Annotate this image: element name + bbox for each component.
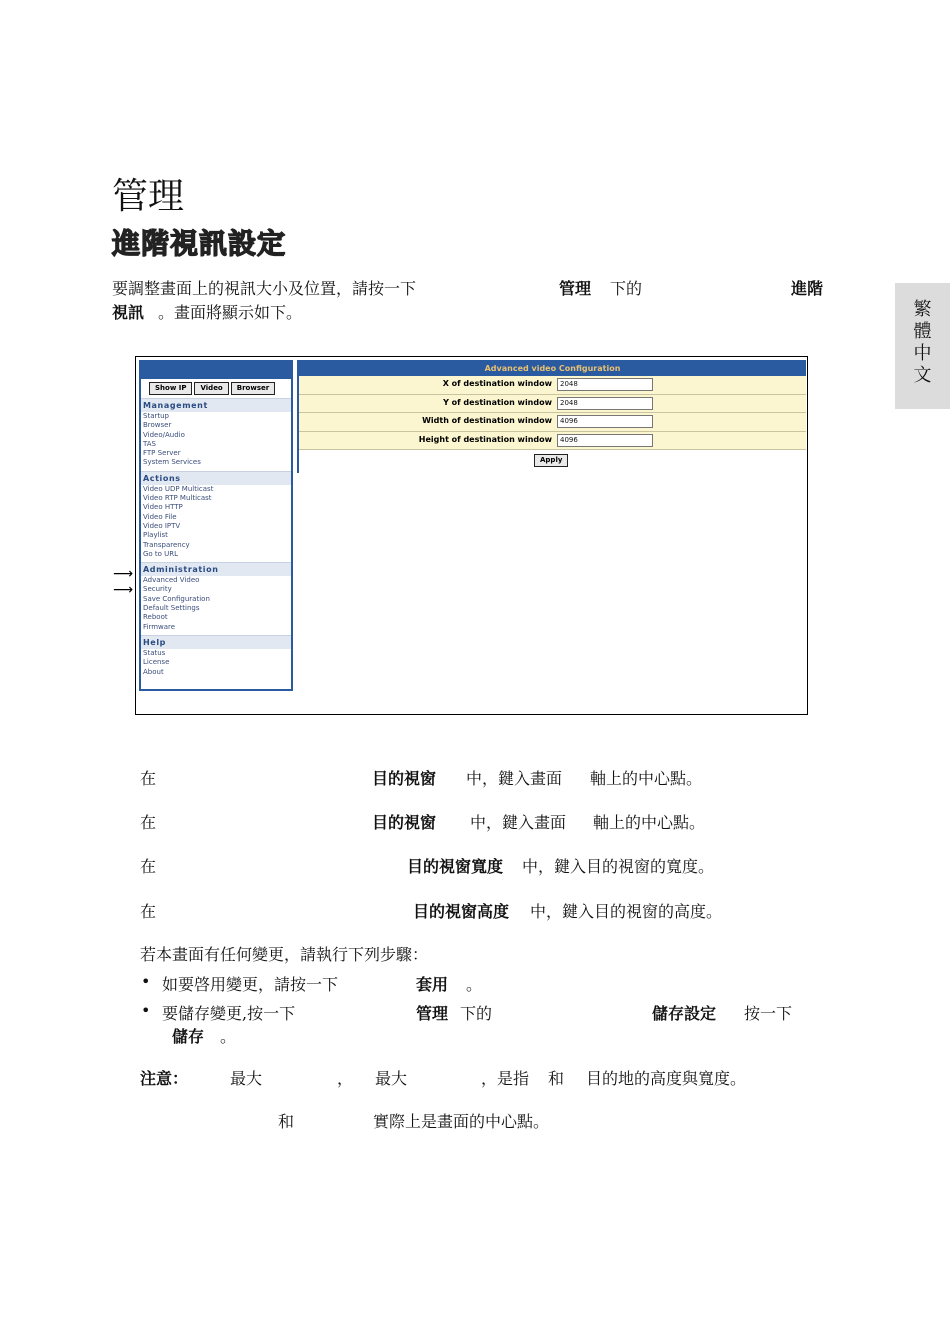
menu-item-advanced-video[interactable]: Advanced Video bbox=[143, 576, 200, 585]
note2-text-2: 實際上是畫面的中心點。 bbox=[373, 1112, 550, 1131]
intro-bold-advanced: 進階 bbox=[791, 279, 824, 298]
language-tab-text: 繁 體 中 文 bbox=[913, 299, 932, 386]
section-help: Help bbox=[141, 635, 291, 649]
step-3-bold: 目的視窗寬度 bbox=[407, 857, 504, 876]
video-button[interactable]: Video bbox=[194, 382, 228, 395]
menu-item-status[interactable]: Status bbox=[143, 648, 166, 657]
bullet-1-end: 。 bbox=[466, 975, 483, 994]
width-destination-input[interactable]: 4096 bbox=[557, 415, 653, 428]
menu-item-video-http[interactable]: Video HTTP bbox=[143, 503, 183, 512]
browser-button[interactable]: Browser bbox=[231, 382, 275, 395]
intro-text-1: 要調整畫面上的視訊大小及位置，請按一下 bbox=[112, 279, 417, 298]
step-1-text: 在 bbox=[140, 769, 157, 788]
language-tab bbox=[895, 283, 950, 409]
step-3-text-2: 中，鍵入目的視窗的寬度。 bbox=[522, 857, 715, 876]
menu-item-video-file[interactable]: Video File bbox=[143, 512, 177, 521]
field-row-width bbox=[299, 413, 806, 432]
show-ip-button[interactable]: Show IP bbox=[149, 382, 192, 395]
panel-title: Advanced video Configuration bbox=[299, 362, 806, 376]
menu-item-about[interactable]: About bbox=[143, 667, 164, 676]
field-row-x bbox=[299, 376, 806, 395]
intro-text-2: 下的 bbox=[610, 279, 643, 298]
bullet-icon: • bbox=[141, 1001, 151, 1020]
menu-item-video-rtp-multicast[interactable]: Video RTP Multicast bbox=[143, 494, 212, 503]
section-management: Management bbox=[141, 398, 291, 412]
sidebar-header-bar bbox=[141, 362, 291, 379]
page-title: 管理 bbox=[112, 176, 185, 217]
bullet-2-bold-save-settings: 儲存設定 bbox=[652, 1004, 717, 1023]
x-destination-input[interactable]: 2048 bbox=[557, 378, 653, 391]
note-text-6: 目的地的高度與寬度。 bbox=[586, 1069, 747, 1088]
menu-item-transparency[interactable]: Transparency bbox=[143, 540, 190, 549]
menu-item-startup[interactable]: Startup bbox=[143, 412, 169, 420]
note-text-3: 最大 bbox=[375, 1069, 408, 1088]
menu-item-default-settings[interactable]: Default Settings bbox=[143, 604, 200, 613]
menu-item-firmware[interactable]: Firmware bbox=[143, 622, 176, 631]
menu-item-security[interactable]: Security bbox=[143, 585, 172, 594]
field-label-y: Y of destination window bbox=[443, 397, 552, 407]
intro-bold-video: 視訊 bbox=[112, 303, 145, 322]
step-4-text-2: 中，鍵入目的視窗的高度。 bbox=[530, 902, 723, 921]
y-destination-input[interactable]: 2048 bbox=[557, 397, 653, 410]
step-2-text: 在 bbox=[140, 813, 157, 832]
step-1-bold: 目的視窗 bbox=[372, 769, 437, 788]
bullet-2-end: 。 bbox=[220, 1027, 237, 1046]
field-label-width: Width of destination window bbox=[422, 416, 552, 425]
screenshot-frame bbox=[135, 356, 808, 715]
intro-text-3: 。畫面將顯示如下。 bbox=[158, 303, 303, 322]
note-text-2: ， bbox=[337, 1069, 354, 1088]
field-label-x: X of destination window bbox=[442, 379, 552, 388]
field-row-y bbox=[299, 395, 806, 414]
step-4-text: 在 bbox=[140, 902, 157, 921]
step-1-text-3: 軸上的中心點。 bbox=[590, 769, 703, 788]
menu-item-video-audio[interactable]: Video/Audio bbox=[143, 430, 185, 439]
step-1-text-2: 中，鍵入畫面 bbox=[466, 769, 563, 788]
step-3-text: 在 bbox=[140, 857, 157, 876]
sidebar-button-row bbox=[141, 379, 291, 395]
bullet-2-text: 要儲存變更,按一下 bbox=[162, 1004, 296, 1023]
menu-item-reboot[interactable]: Reboot bbox=[143, 613, 168, 622]
menu-item-video-iptv[interactable]: Video IPTV bbox=[143, 521, 181, 530]
bullet-1-bold: 套用 bbox=[416, 975, 449, 994]
height-destination-input[interactable]: 4096 bbox=[557, 434, 653, 447]
note-text-1: 最大 bbox=[230, 1069, 263, 1088]
bullet-icon: • bbox=[141, 972, 151, 991]
note-label: 注意： bbox=[140, 1069, 189, 1088]
bullet-2-text-3: 按一下 bbox=[744, 1004, 793, 1023]
bullet-1-text: 如要啓用變更，請按一下 bbox=[162, 975, 339, 994]
step-2-text-3: 軸上的中心點。 bbox=[593, 813, 706, 832]
apply-button[interactable]: Apply bbox=[534, 454, 568, 467]
menu-item-save-configuration[interactable]: Save Configuration bbox=[143, 594, 210, 603]
note-text-4: ，是指 bbox=[481, 1069, 530, 1088]
bullet-2-bold-save: 儲存 bbox=[172, 1027, 205, 1046]
menu-item-ftp-server[interactable]: FTP Server bbox=[143, 449, 181, 458]
field-label-height: Height of destination window bbox=[418, 434, 552, 444]
screenshot-sidebar bbox=[139, 360, 293, 691]
step-2-text-2: 中，鍵入畫面 bbox=[470, 813, 567, 832]
field-row-height bbox=[299, 432, 806, 451]
menu-item-tas[interactable]: TAS bbox=[143, 439, 156, 448]
menu-item-video-udp-multicast[interactable]: Video UDP Multicast bbox=[143, 484, 214, 493]
arrow-right-icon: ⟶ bbox=[113, 566, 134, 582]
arrow-right-icon: ⟶ bbox=[113, 582, 134, 598]
step-2-bold: 目的視窗 bbox=[372, 813, 437, 832]
menu-item-browser[interactable]: Browser bbox=[143, 421, 172, 430]
note2-text-1: 和 bbox=[278, 1112, 295, 1131]
menu-item-system-services[interactable]: System Services bbox=[143, 458, 201, 467]
menu-item-go-to-url[interactable]: Go to URL bbox=[143, 549, 179, 558]
menu-item-license[interactable]: License bbox=[143, 658, 170, 667]
bullet-2-text-2: 下的 bbox=[460, 1004, 493, 1023]
intro-bold-management: 管理 bbox=[559, 279, 592, 298]
apply-row bbox=[299, 450, 806, 474]
changes-intro: 若本畫面有任何變更，請執行下列步驟： bbox=[140, 945, 429, 964]
section-actions: Actions bbox=[141, 471, 291, 485]
bullet-2-bold-management: 管理 bbox=[416, 1004, 449, 1023]
section-administration: Administration bbox=[141, 562, 291, 576]
advanced-video-panel bbox=[297, 360, 806, 473]
section-title: 進階視訊設定 bbox=[112, 227, 287, 260]
menu-item-playlist[interactable]: Playlist bbox=[143, 531, 168, 540]
note-text-5: 和 bbox=[548, 1069, 565, 1088]
step-4-bold: 目的視窗高度 bbox=[413, 902, 510, 921]
